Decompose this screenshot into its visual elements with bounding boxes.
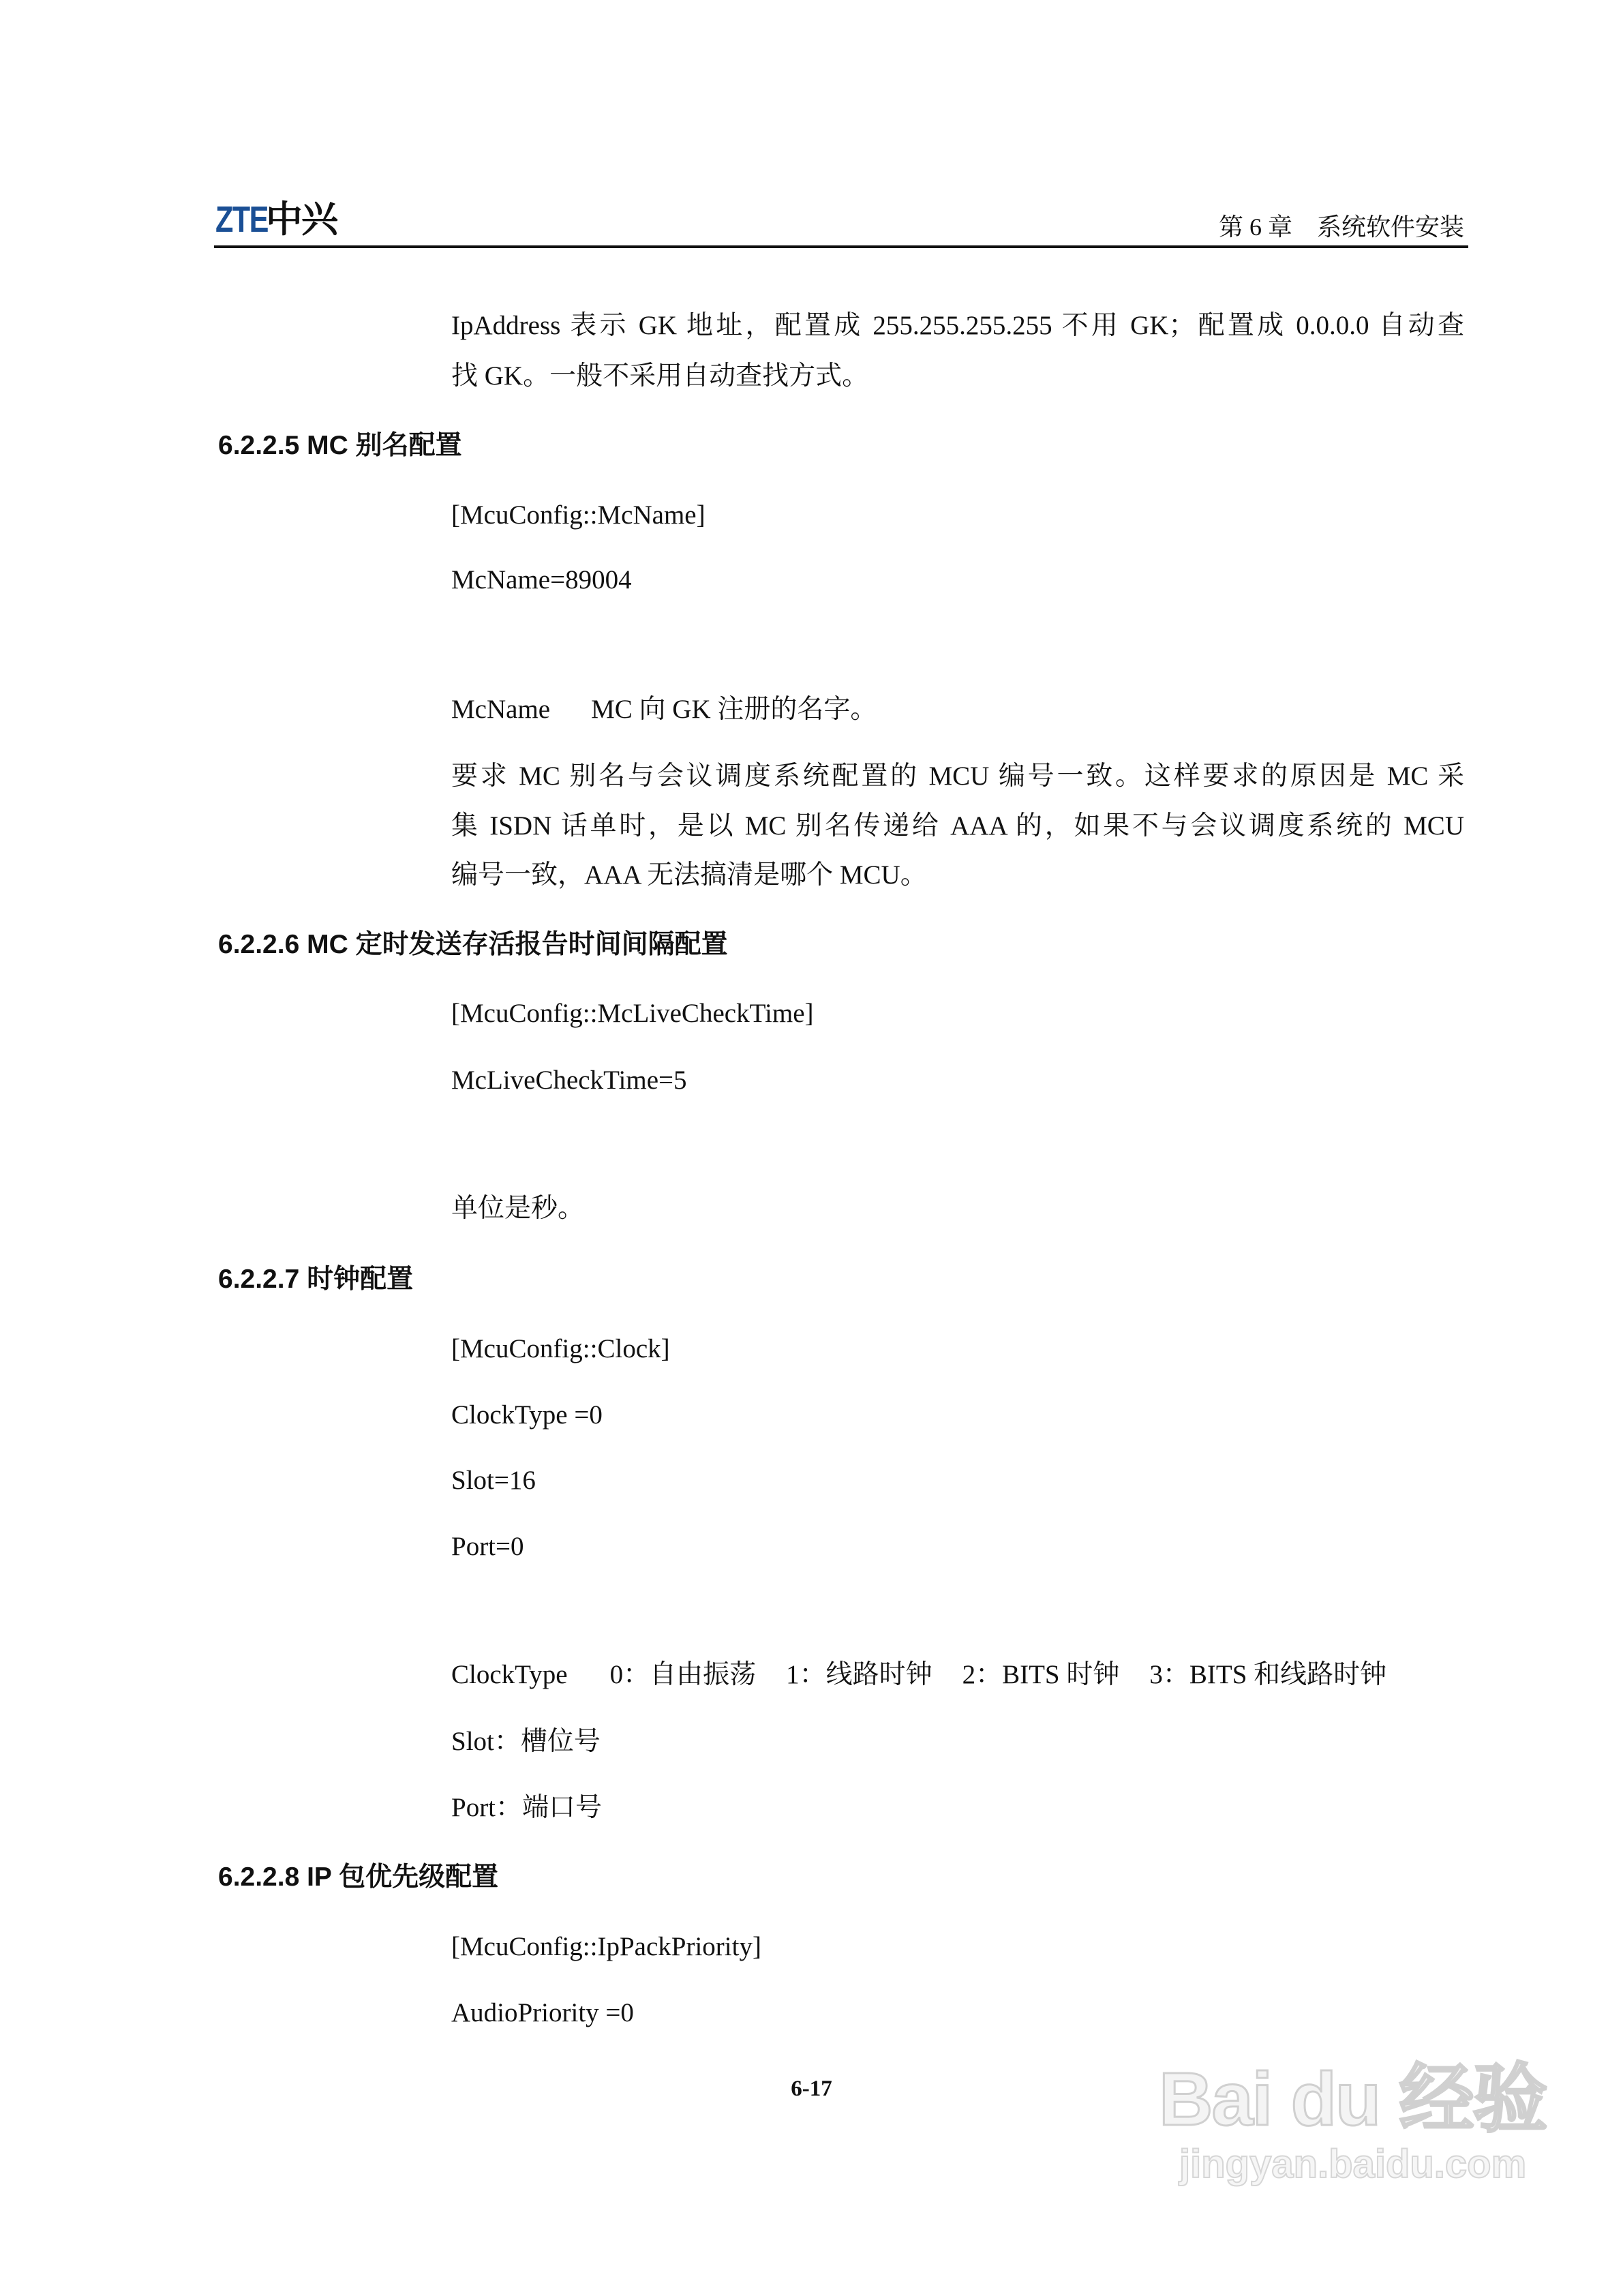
slot-description: Slot：槽位号	[451, 1727, 601, 1756]
paragraph-line: 要求 MC 别名与会议调度系统配置的 MCU 编号一致。这样要求的原因是 MC 采	[451, 761, 1464, 791]
config-line: Port=0	[451, 1532, 524, 1561]
port-description: Port：端口号	[451, 1793, 603, 1822]
section-heading: 6.2.2.5 MC 别名配置	[218, 431, 462, 460]
config-line: McLiveCheckTime=5	[451, 1066, 687, 1095]
chapter-title: 第 6 章 系统软件安装	[1218, 213, 1464, 241]
section-heading: 6.2.2.8 IP 包优先级配置	[218, 1862, 499, 1892]
logo-latin: ZTE	[215, 199, 268, 240]
config-line: McName=89004	[451, 565, 632, 594]
paragraph-line: 编号一致，AAA 无法搞清是哪个 MCU。	[451, 860, 927, 890]
section-heading: 6.2.2.6 MC 定时发送存活报告时间间隔配置	[218, 930, 728, 959]
intro-line: 找 GK。一般不采用自动查找方式。	[451, 361, 869, 391]
intro-line: IpAddress 表示 GK 地址，配置成 255.255.255.255 不用 GK；配置成 0.0.0.0 自动查	[451, 311, 1464, 340]
config-line: [McuConfig::Clock]	[451, 1334, 670, 1363]
logo-cn: 中兴	[266, 199, 337, 240]
param-name: McName	[451, 695, 551, 724]
config-line: Slot=16	[451, 1466, 536, 1495]
header-rule	[214, 245, 1468, 248]
config-line: ClockType =0	[451, 1400, 603, 1430]
section-heading: 6.2.2.7 时钟配置	[218, 1265, 414, 1294]
zte-logo	[215, 199, 352, 240]
watermark-url: jingyan.baidu.com	[1179, 2142, 1527, 2186]
config-line: [McuConfig::IpPackPriority]	[451, 1932, 761, 1961]
param-desc: MC 向 GK 注册的名字。	[591, 695, 877, 724]
clocktype-option: 2：BITS 时钟	[962, 1660, 1120, 1689]
clocktype-option: 3：BITS 和线路时钟	[1149, 1660, 1387, 1689]
clocktype-description	[451, 1650, 1386, 1700]
clocktype-option: 1：线路时钟	[786, 1660, 932, 1689]
param-description	[451, 684, 877, 735]
clocktype-option: 0：自由振荡	[609, 1660, 757, 1689]
config-line: AudioPriority =0	[451, 1998, 634, 2027]
paragraph-line: 集 ISDN 话单时，是以 MC 别名传递给 AAA 的，如果不与会议调度系统的 MCU	[451, 811, 1464, 841]
watermark-brand: Bai du 经验	[1159, 2057, 1547, 2141]
note: 单位是秒。	[451, 1194, 585, 1223]
config-line: [McuConfig::McLiveCheckTime]	[451, 999, 814, 1028]
baidu-watermark	[1159, 2059, 1547, 2188]
clocktype-label: ClockType	[451, 1660, 568, 1689]
page-number: 6-17	[791, 2076, 832, 2101]
config-line: [McuConfig::McName]	[451, 500, 706, 530]
